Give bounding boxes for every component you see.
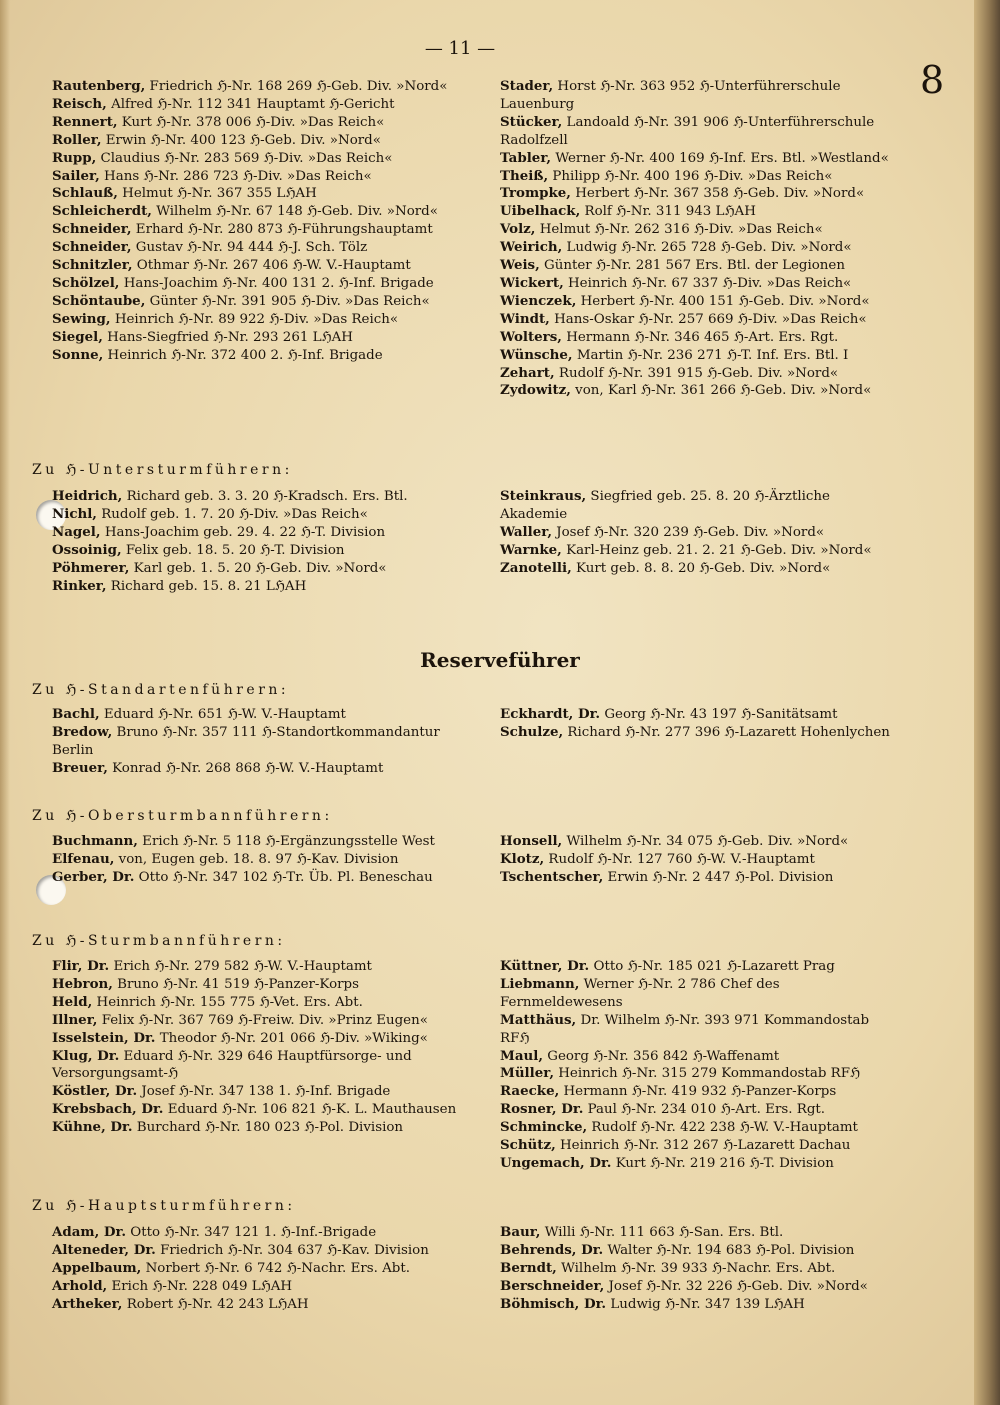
- entry-surname: Raecke,: [500, 1083, 560, 1100]
- entry-surname: Schütz,: [500, 1137, 556, 1154]
- roster-entry: [500, 365, 900, 383]
- entry-details: Werner ℌ-Nr. 400 169 ℌ-Inf. Ers. Btl. »Westland«: [551, 150, 889, 166]
- entry-surname: Hebron,: [52, 975, 113, 992]
- entry-details: Horst ℌ-Nr. 363 952 ℌ-Unterführerschule Lauenburg: [500, 79, 841, 112]
- entry-surname: Siegel,: [52, 328, 103, 345]
- entry-details: Norbert ℌ-Nr. 6 742 ℌ-Nachr. Ers. Abt.: [141, 1260, 411, 1276]
- entry-details: Hermann ℌ-Nr. 346 465 ℌ-Art. Ers. Rgt.: [561, 329, 839, 345]
- entry-details: Martin ℌ-Nr. 236 271 ℌ-T. Inf. Ers. Btl. I: [572, 347, 849, 363]
- entry-details: Hans-Siegfried ℌ-Nr. 293 261 LℌAH: [102, 329, 353, 345]
- entry-surname: Pöhmerer,: [52, 559, 130, 576]
- entry-details: Konrad ℌ-Nr. 268 868 ℌ-W. V.-Hauptamt: [107, 760, 384, 776]
- entry-details: Kurt ℌ-Nr. 378 006 ℌ-Div. »Das Reich«: [117, 114, 385, 130]
- entry-details: Ludwig ℌ-Nr. 347 139 LℌAH: [606, 1296, 805, 1312]
- roster-entry: [52, 1030, 457, 1048]
- entry-details: Dr. Wilhelm ℌ-Nr. 393 971 Kommandostab RFℌ: [500, 1012, 870, 1046]
- entry-surname: Roller,: [52, 131, 102, 148]
- roster-entry: [52, 114, 457, 132]
- roster-entry: [52, 275, 457, 293]
- entry-surname: Berndt,: [500, 1259, 557, 1276]
- section-hauptsturmfuehrer: Zu ℌ-Hauptsturmführern:: [32, 1198, 296, 1214]
- entry-surname: Buchmann,: [52, 833, 138, 849]
- entry-details: Erich ℌ-Nr. 5 118 ℌ-Ergänzungsstelle West: [137, 834, 435, 849]
- roster-entry: [52, 578, 457, 596]
- entry-surname: Wünsche,: [500, 346, 573, 363]
- entry-surname: Artheker,: [52, 1295, 123, 1312]
- entry-details: Hans-Oskar ℌ-Nr. 257 669 ℌ-Div. »Das Reich«: [549, 311, 867, 327]
- entry-details: Helmut ℌ-Nr. 367 355 LℌAH: [117, 186, 317, 202]
- entry-surname: Schölzel,: [52, 274, 120, 291]
- entry-details: Otto ℌ-Nr. 185 021 ℌ-Lazarett Prag: [589, 959, 835, 974]
- roster-entry: [52, 347, 457, 365]
- entry-surname: Eckhardt, Dr.: [500, 706, 601, 722]
- roster-entry: [500, 958, 900, 976]
- roster-entry: [500, 203, 900, 221]
- entry-surname: Schmincke,: [500, 1119, 588, 1136]
- entry-surname: Isselstein, Dr.: [52, 1029, 156, 1046]
- entry-details: Claudius ℌ-Nr. 283 569 ℌ-Div. »Das Reich«: [96, 150, 393, 166]
- roster-entry: [500, 1012, 900, 1048]
- entry-details: Gustav ℌ-Nr. 94 444 ℌ-J. Sch. Tölz: [131, 240, 368, 256]
- entry-surname: Liebmann,: [500, 975, 580, 992]
- roster-entry: [500, 221, 900, 239]
- entry-surname: Böhmisch, Dr.: [500, 1295, 607, 1312]
- roster-entry: [52, 1119, 457, 1137]
- list-top-left: [52, 78, 457, 365]
- roster-entry: [52, 221, 457, 239]
- entry-details: Heinrich ℌ-Nr. 312 267 ℌ-Lazarett Dachau: [555, 1138, 851, 1154]
- list-ostubaf-left: [52, 833, 457, 887]
- entry-details: Kurt geb. 8. 8. 20 ℌ-Geb. Div. »Nord«: [571, 560, 831, 576]
- entry-surname: Arhold,: [52, 1277, 108, 1294]
- entry-details: Landoald ℌ-Nr. 391 906 ℌ-Unterführerschule Radolfzell: [500, 114, 875, 148]
- binding-spine: [974, 0, 1000, 1405]
- entry-surname: Volz,: [500, 221, 536, 238]
- list-stubaf-left: [52, 958, 457, 1137]
- roster-entry: [500, 542, 900, 560]
- roster-entry: [52, 96, 457, 114]
- roster-entry: [52, 185, 457, 203]
- entry-details: Herbert ℌ-Nr. 400 151 ℌ-Geb. Div. »Nord«: [576, 293, 870, 309]
- entry-details: Siegfried geb. 25. 8. 20 ℌ-Ärztliche Akademie: [500, 489, 830, 522]
- roster-entry: [52, 994, 457, 1012]
- entry-details: Eduard ℌ-Nr. 651 ℌ-W. V.-Hauptamt: [99, 707, 346, 722]
- roster-entry: [52, 78, 457, 96]
- roster-entry: [52, 958, 457, 976]
- entry-details: Georg ℌ-Nr. 356 842 ℌ-Waffenamt: [542, 1048, 780, 1064]
- entry-surname: Elfenau,: [52, 850, 115, 867]
- roster-entry: [52, 724, 457, 760]
- entry-details: von, Eugen geb. 18. 8. 97 ℌ-Kav. Division: [114, 851, 399, 867]
- roster-entry: [52, 506, 457, 524]
- entry-details: Rudolf ℌ-Nr. 127 760 ℌ-W. V.-Hauptamt: [544, 851, 815, 867]
- roster-entry: [500, 851, 900, 869]
- entry-details: Herbert ℌ-Nr. 367 358 ℌ-Geb. Div. »Nord«: [570, 186, 865, 202]
- roster-entry: [500, 524, 900, 542]
- roster-entry: [52, 150, 457, 168]
- entry-surname: Stücker,: [500, 113, 563, 130]
- list-ostubaf-right: [500, 833, 900, 887]
- entry-surname: Nagel,: [52, 523, 101, 540]
- entry-details: Otto ℌ-Nr. 347 121 1. ℌ-Inf.-Brigade: [126, 1225, 377, 1240]
- entry-details: Josef ℌ-Nr. 32 226 ℌ-Geb. Div. »Nord«: [604, 1278, 868, 1294]
- roster-entry: [52, 1101, 457, 1119]
- roster-entry: [500, 114, 900, 150]
- entry-details: Josef ℌ-Nr. 347 138 1. ℌ-Inf. Brigade: [137, 1084, 391, 1100]
- roster-entry: [500, 706, 900, 724]
- roster-entry: [52, 1048, 457, 1084]
- roster-entry: [500, 1137, 900, 1155]
- roster-entry: [500, 1242, 900, 1260]
- entry-details: Heinrich ℌ-Nr. 155 775 ℌ-Vet. Ers. Abt.: [92, 994, 363, 1010]
- entry-details: Philipp ℌ-Nr. 400 196 ℌ-Div. »Das Reich«: [548, 168, 833, 184]
- entry-surname: Behrends, Dr.: [500, 1241, 604, 1258]
- roster-entry: [52, 851, 457, 869]
- roster-entry: [500, 1278, 900, 1296]
- entry-surname: Rinker,: [52, 577, 107, 594]
- roster-entry: [500, 1083, 900, 1101]
- roster-entry: [500, 1119, 900, 1137]
- entry-details: Hans-Joachim geb. 29. 4. 22 ℌ-T. Division: [100, 524, 386, 540]
- entry-surname: Krebsbach, Dr.: [52, 1101, 164, 1118]
- entry-details: Wilhelm ℌ-Nr. 34 075 ℌ-Geb. Div. »Nord«: [562, 834, 849, 849]
- entry-details: Theodor ℌ-Nr. 201 066 ℌ-Div. »Wiking«: [155, 1030, 428, 1046]
- entry-surname: Klotz,: [500, 850, 545, 867]
- entry-surname: Heidrich,: [52, 488, 123, 504]
- entry-details: Othmar ℌ-Nr. 267 406 ℌ-W. V.-Hauptamt: [132, 258, 411, 274]
- roster-entry: [500, 869, 900, 887]
- roster-entry: [52, 1224, 457, 1242]
- list-top-right: [500, 78, 900, 400]
- entry-surname: Schneider,: [52, 221, 132, 238]
- roster-entry: [52, 976, 457, 994]
- roster-entry: [52, 1083, 457, 1101]
- roster-entry: [500, 293, 900, 311]
- entry-details: Günter ℌ-Nr. 281 567 Ers. Btl. der Legionen: [539, 258, 845, 274]
- entry-details: Burchard ℌ-Nr. 180 023 ℌ-Pol. Division: [132, 1120, 404, 1136]
- entry-surname: Rautenberg,: [52, 78, 146, 94]
- entry-surname: Weirich,: [500, 239, 563, 256]
- roster-entry: [52, 257, 457, 275]
- entry-details: Friedrich ℌ-Nr. 304 637 ℌ-Kav. Division: [155, 1242, 429, 1258]
- reserve-heading: Reserveführer: [420, 648, 580, 672]
- entry-surname: Flir, Dr.: [52, 958, 110, 974]
- entry-surname: Sewing,: [52, 310, 111, 327]
- entry-surname: Waller,: [500, 523, 552, 540]
- entry-surname: Tabler,: [500, 149, 552, 166]
- entry-details: Felix ℌ-Nr. 367 769 ℌ-Freiw. Div. »Prinz Eugen«: [97, 1012, 428, 1028]
- section-sturmbannfuehrer: Zu ℌ-Sturmbannführern:: [32, 933, 286, 949]
- entry-details: Bruno ℌ-Nr. 41 519 ℌ-Panzer-Korps: [112, 976, 359, 992]
- entry-details: Rudolf ℌ-Nr. 422 238 ℌ-W. V.-Hauptamt: [587, 1120, 858, 1136]
- roster-entry: [500, 382, 900, 400]
- roster-entry: [52, 132, 457, 150]
- entry-details: Erich ℌ-Nr. 228 049 LℌAH: [107, 1278, 293, 1294]
- entry-details: Felix geb. 18. 5. 20 ℌ-T. Division: [121, 542, 345, 558]
- entry-details: Willi ℌ-Nr. 111 663 ℌ-San. Ers. Btl.: [540, 1225, 784, 1240]
- entry-details: Richard geb. 15. 8. 21 LℌAH: [106, 578, 307, 594]
- entry-details: Heinrich ℌ-Nr. 67 337 ℌ-Div. »Das Reich«: [563, 275, 852, 291]
- entry-surname: Küttner, Dr.: [500, 958, 590, 974]
- entry-surname: Zehart,: [500, 364, 555, 381]
- entry-surname: Schlauß,: [52, 185, 118, 202]
- roster-entry: [500, 150, 900, 168]
- roster-entry: [52, 293, 457, 311]
- list-staf-left: [52, 706, 457, 778]
- entry-surname: Reisch,: [52, 95, 107, 112]
- roster-entry: [52, 1278, 457, 1296]
- entry-surname: Windt,: [500, 310, 550, 327]
- entry-surname: Illner,: [52, 1011, 98, 1028]
- entry-surname: Schnitzler,: [52, 257, 133, 274]
- roster-entry: [52, 869, 457, 887]
- entry-surname: Schulze,: [500, 723, 564, 740]
- entry-details: Walter ℌ-Nr. 194 683 ℌ-Pol. Division: [603, 1242, 855, 1258]
- roster-entry: [52, 542, 457, 560]
- roster-entry: [52, 560, 457, 578]
- entry-details: Erhard ℌ-Nr. 280 873 ℌ-Führungshauptamt: [131, 222, 433, 238]
- roster-entry: [500, 329, 900, 347]
- entry-details: Erwin ℌ-Nr. 400 123 ℌ-Geb. Div. »Nord«: [101, 132, 381, 148]
- entry-details: Richard ℌ-Nr. 277 396 ℌ-Lazarett Hohenlychen: [563, 724, 890, 740]
- entry-surname: Adam, Dr.: [52, 1224, 127, 1240]
- roster-entry: [52, 1012, 457, 1030]
- roster-entry: [500, 1155, 900, 1173]
- roster-entry: [500, 1224, 900, 1242]
- roster-entry: [500, 1296, 900, 1314]
- entry-details: Karl-Heinz geb. 21. 2. 21 ℌ-Geb. Div. »Nord«: [561, 542, 872, 558]
- entry-surname: Nichl,: [52, 505, 97, 522]
- entry-surname: Steinkraus,: [500, 488, 587, 504]
- roster-entry: [500, 976, 900, 1012]
- list-hstuf-left: [52, 1224, 457, 1314]
- roster-entry: [500, 78, 900, 114]
- roster-entry: [52, 203, 457, 221]
- entry-surname: Theiß,: [500, 167, 549, 184]
- list-ustuf-right: [500, 488, 900, 578]
- entry-details: Erich ℌ-Nr. 279 582 ℌ-W. V.-Hauptamt: [109, 959, 372, 974]
- roster-entry: [52, 833, 457, 851]
- entry-surname: Held,: [52, 993, 93, 1010]
- entry-details: Helmut ℌ-Nr. 262 316 ℌ-Div. »Das Reich«: [535, 222, 823, 238]
- entry-surname: Uibelhack,: [500, 203, 581, 220]
- entry-surname: Appelbaum,: [52, 1259, 142, 1276]
- roster-entry: [500, 833, 900, 851]
- entry-details: Wilhelm ℌ-Nr. 67 148 ℌ-Geb. Div. »Nord«: [151, 204, 438, 220]
- entry-details: Friedrich ℌ-Nr. 168 269 ℌ-Geb. Div. »Nord«: [145, 79, 448, 94]
- list-stubaf-right: [500, 958, 900, 1173]
- roster-entry: [500, 1048, 900, 1066]
- roster-entry: [500, 1260, 900, 1278]
- entry-surname: Ossoinig,: [52, 541, 122, 558]
- entry-surname: Rennert,: [52, 113, 118, 130]
- entry-details: Hans ℌ-Nr. 286 723 ℌ-Div. »Das Reich«: [99, 168, 372, 184]
- entry-details: Georg ℌ-Nr. 43 197 ℌ-Sanitätsamt: [600, 707, 838, 722]
- entry-surname: Baur,: [500, 1224, 541, 1240]
- roster-entry: [52, 524, 457, 542]
- roster-entry: [52, 239, 457, 257]
- roster-entry: [52, 311, 457, 329]
- entry-details: Heinrich ℌ-Nr. 315 279 Kommandostab RFℌ: [554, 1066, 861, 1082]
- entry-surname: Stader,: [500, 78, 554, 94]
- roster-entry: [500, 311, 900, 329]
- entry-surname: Alteneder, Dr.: [52, 1241, 156, 1258]
- entry-surname: Wolters,: [500, 328, 562, 345]
- entry-surname: Wickert,: [500, 274, 564, 291]
- entry-surname: Honsell,: [500, 833, 563, 849]
- entry-surname: Köstler, Dr.: [52, 1083, 138, 1100]
- entry-details: Heinrich ℌ-Nr. 89 922 ℌ-Div. »Das Reich«: [110, 311, 399, 327]
- entry-surname: Müller,: [500, 1065, 554, 1082]
- entry-surname: Kühne, Dr.: [52, 1119, 133, 1136]
- list-ustuf-left: [52, 488, 457, 595]
- entry-surname: Wienczek,: [500, 292, 577, 309]
- entry-details: Hermann ℌ-Nr. 419 932 ℌ-Panzer-Korps: [559, 1084, 837, 1100]
- roster-entry: [500, 488, 900, 524]
- list-staf-right: [500, 706, 900, 742]
- entry-surname: Sonne,: [52, 346, 104, 363]
- page-left-edge: [0, 0, 10, 1405]
- roster-entry: [500, 1101, 900, 1119]
- roster-entry: [500, 347, 900, 365]
- entry-surname: Maul,: [500, 1047, 543, 1064]
- entry-details: Heinrich ℌ-Nr. 372 400 2. ℌ-Inf. Brigade: [103, 347, 383, 363]
- roster-entry: [500, 168, 900, 186]
- entry-details: Robert ℌ-Nr. 42 243 LℌAH: [122, 1296, 309, 1312]
- roster-entry: [52, 1296, 457, 1314]
- entry-surname: Tschentscher,: [500, 868, 604, 885]
- roster-entry: [52, 706, 457, 724]
- roster-entry: [52, 488, 457, 506]
- roster-entry: [500, 275, 900, 293]
- roster-entry: [500, 239, 900, 257]
- entry-details: Ludwig ℌ-Nr. 265 728 ℌ-Geb. Div. »Nord«: [562, 240, 852, 256]
- section-standartenfuehrer: Zu ℌ-Standartenführern:: [32, 682, 290, 698]
- entry-surname: Breuer,: [52, 759, 108, 776]
- entry-details: Rolf ℌ-Nr. 311 943 LℌAH: [580, 204, 756, 220]
- entry-details: Wilhelm ℌ-Nr. 39 933 ℌ-Nachr. Ers. Abt.: [556, 1260, 836, 1276]
- roster-entry: [52, 168, 457, 186]
- entry-surname: Schleicherdt,: [52, 203, 152, 220]
- entry-surname: Matthäus,: [500, 1011, 577, 1028]
- roster-entry: [52, 329, 457, 347]
- entry-details: Erwin ℌ-Nr. 2 447 ℌ-Pol. Division: [603, 869, 834, 885]
- roster-entry: [52, 1242, 457, 1260]
- entry-surname: Rosner, Dr.: [500, 1101, 584, 1118]
- entry-details: Richard geb. 3. 3. 20 ℌ-Kradsch. Ers. Btl.: [122, 489, 408, 504]
- entry-details: Alfred ℌ-Nr. 112 341 Hauptamt ℌ-Gericht: [106, 96, 395, 112]
- entry-details: Eduard ℌ-Nr. 106 821 ℌ-K. L. Mauthausen: [163, 1102, 457, 1118]
- roster-entry: [500, 724, 900, 742]
- entry-surname: Bachl,: [52, 706, 100, 722]
- roster-entry: [500, 560, 900, 578]
- section-untersturmfuehrer: Zu ℌ-Untersturmführern:: [32, 462, 293, 478]
- entry-surname: Berschneider,: [500, 1277, 605, 1294]
- entry-details: Eduard ℌ-Nr. 329 646 Hauptfürsorge- und Versorgungsamt-ℌ: [52, 1048, 412, 1082]
- entry-details: Rudolf geb. 1. 7. 20 ℌ-Div. »Das Reich«: [96, 506, 368, 522]
- list-hstuf-right: [500, 1224, 900, 1314]
- entry-details: Kurt ℌ-Nr. 219 216 ℌ-T. Division: [611, 1155, 834, 1171]
- entry-surname: Ungemach, Dr.: [500, 1154, 612, 1171]
- entry-surname: Schneider,: [52, 239, 132, 256]
- entry-surname: Weis,: [500, 257, 540, 274]
- roster-entry: [500, 1065, 900, 1083]
- roster-entry: [52, 1260, 457, 1278]
- entry-details: Karl geb. 1. 5. 20 ℌ-Geb. Div. »Nord«: [129, 560, 387, 576]
- entry-surname: Trompke,: [500, 185, 571, 202]
- entry-surname: Klug, Dr.: [52, 1047, 120, 1064]
- entry-surname: Gerber, Dr.: [52, 868, 135, 885]
- entry-surname: Sailer,: [52, 167, 100, 184]
- entry-details: Bruno ℌ-Nr. 357 111 ℌ-Standortkommandantur Berlin: [52, 724, 440, 758]
- roster-entry: [52, 760, 457, 778]
- section-obersturmbannfuehrer: Zu ℌ-Obersturmbannführern:: [32, 808, 333, 824]
- sheet-number: 8: [920, 58, 945, 102]
- roster-entry: [500, 185, 900, 203]
- entry-surname: Warnke,: [500, 541, 562, 558]
- entry-details: Hans-Joachim ℌ-Nr. 400 131 2. ℌ-Inf. Brigade: [119, 275, 434, 291]
- entry-details: Werner ℌ-Nr. 2 786 Chef des Fernmeldewesens: [500, 976, 780, 1010]
- entry-surname: Rupp,: [52, 149, 97, 166]
- entry-details: Otto ℌ-Nr. 347 102 ℌ-Tr. Üb. Pl. Beneschau: [134, 869, 433, 885]
- entry-surname: Schöntaube,: [52, 292, 146, 309]
- entry-details: Paul ℌ-Nr. 234 010 ℌ-Art. Ers. Rgt.: [583, 1102, 826, 1118]
- entry-surname: Bredow,: [52, 723, 113, 740]
- entry-details: von, Karl ℌ-Nr. 361 266 ℌ-Geb. Div. »Nord«: [570, 383, 872, 399]
- roster-entry: [500, 257, 900, 275]
- page-number: — 11 —: [424, 38, 496, 59]
- entry-details: Rudolf ℌ-Nr. 391 915 ℌ-Geb. Div. »Nord«: [554, 365, 839, 381]
- entry-details: Josef ℌ-Nr. 320 239 ℌ-Geb. Div. »Nord«: [552, 524, 825, 540]
- entry-details: Günter ℌ-Nr. 391 905 ℌ-Div. »Das Reich«: [145, 293, 430, 309]
- entry-surname: Zanotelli,: [500, 559, 572, 576]
- entry-surname: Zydowitz,: [500, 382, 571, 399]
